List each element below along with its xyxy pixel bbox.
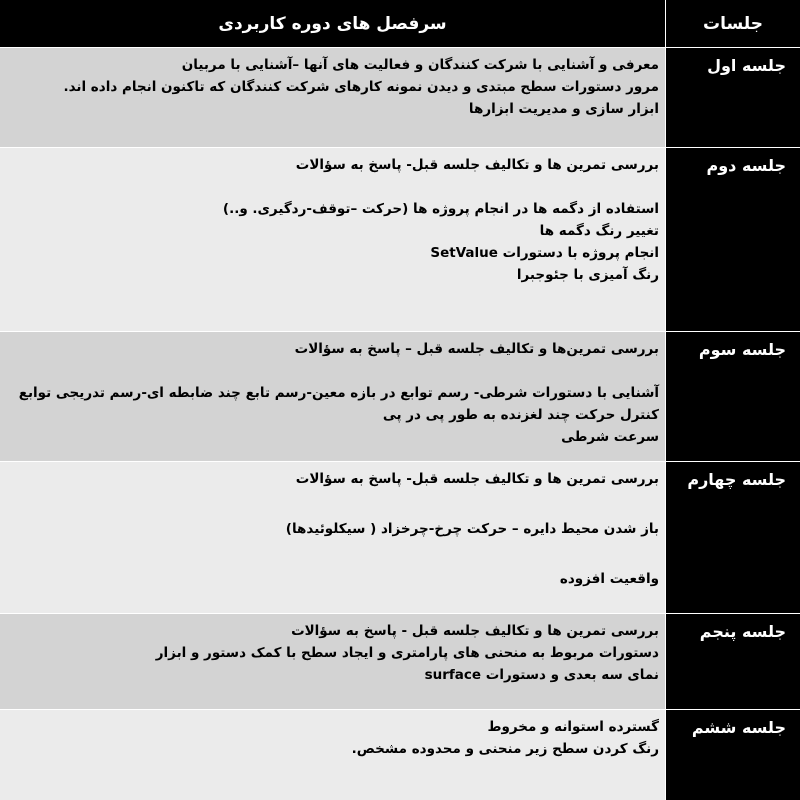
content-line: استفاده از دگمه ها در انجام پروژه ها (حرکت –توقف-ردگیری. و..) bbox=[222, 201, 659, 217]
content-line: باز شدن محیط دایره – حرکت چرخ-چرخزاد ( سیکلوئیدها) bbox=[285, 521, 659, 537]
session-content bbox=[0, 48, 665, 147]
session-label: جلسه دوم bbox=[665, 148, 800, 331]
content-line: بررسی تمرین ها و تکالیف جلسه قبل- پاسخ به سؤالات bbox=[295, 157, 659, 173]
table-header-row bbox=[0, 0, 800, 48]
session-label: جلسه پنجم bbox=[665, 614, 800, 709]
content-line: بررسی تمرین ها و تکالیف جلسه قبل - پاسخ به سؤالات bbox=[291, 623, 659, 639]
table-row bbox=[0, 332, 800, 462]
content-line: انجام پروژه با دستورات SetValue bbox=[430, 245, 659, 261]
content-line: مرور دستورات سطح مبتدی و دیدن نمونه کارهای شرکت کنندگان که تاکنون انجام داده اند. bbox=[63, 79, 659, 95]
content-line: آشنایی با دستورات شرطی- رسم توابع در بازه معین-رسم تابع چند ضابطه ای-رسم تدریجی توابع bbox=[18, 385, 659, 401]
session-content bbox=[0, 614, 665, 709]
content-line: دستورات مربوط به منحنی های پارامتری و ایجاد سطح با کمک دستور و ابزار bbox=[155, 645, 659, 661]
content-line: تغییر رنگ دگمه ها bbox=[539, 223, 659, 239]
content-line: رنگ کردن سطح زیر منحنی و محدوده مشخص. bbox=[351, 741, 659, 757]
content-line: سرعت شرطی bbox=[561, 429, 659, 445]
table-row bbox=[0, 614, 800, 710]
content-line bbox=[6, 490, 659, 518]
table-row bbox=[0, 148, 800, 332]
session-label: جلسه سوم bbox=[665, 332, 800, 461]
content-line: ابزار سازی و مدیریت ابزارها bbox=[468, 101, 659, 117]
content-line: معرفی و آشنایی با شرکت کنندگان و فعالیت های آنها –آشنایی با مربیان bbox=[181, 57, 659, 73]
session-content bbox=[0, 462, 665, 613]
content-line: بررسی تمرین ها و تکالیف جلسه قبل- پاسخ به سؤالات bbox=[295, 471, 659, 487]
content-line: رنگ آمیزی با جئوجبرا bbox=[516, 267, 659, 283]
content-line: گسترده استوانه و مخروط bbox=[487, 719, 659, 735]
session-label: جلسه اول bbox=[665, 48, 800, 147]
content-line bbox=[6, 540, 659, 568]
content-line: واقعیت افزوده bbox=[559, 571, 659, 587]
session-label: جلسه ششم bbox=[665, 710, 800, 800]
content-line: نمای سه بعدی و دستورات surface bbox=[424, 667, 659, 683]
session-content bbox=[0, 148, 665, 331]
session-content bbox=[0, 710, 665, 800]
session-content bbox=[0, 332, 665, 461]
table-row bbox=[0, 462, 800, 614]
session-label: جلسه چهارم bbox=[665, 462, 800, 613]
content-line bbox=[6, 360, 659, 382]
content-line: کنترل حرکت چند لغزنده به طور پی در پی bbox=[382, 407, 659, 423]
content-line: بررسی تمرین‌ها و تکالیف جلسه قبل – پاسخ به سؤالات bbox=[294, 341, 659, 357]
table-row bbox=[0, 710, 800, 800]
content-line bbox=[6, 176, 659, 198]
table-row bbox=[0, 48, 800, 148]
syllabus-column-header: سرفصل های دوره کاربردی bbox=[0, 0, 665, 47]
sessions-column-header: جلسات bbox=[665, 0, 800, 47]
